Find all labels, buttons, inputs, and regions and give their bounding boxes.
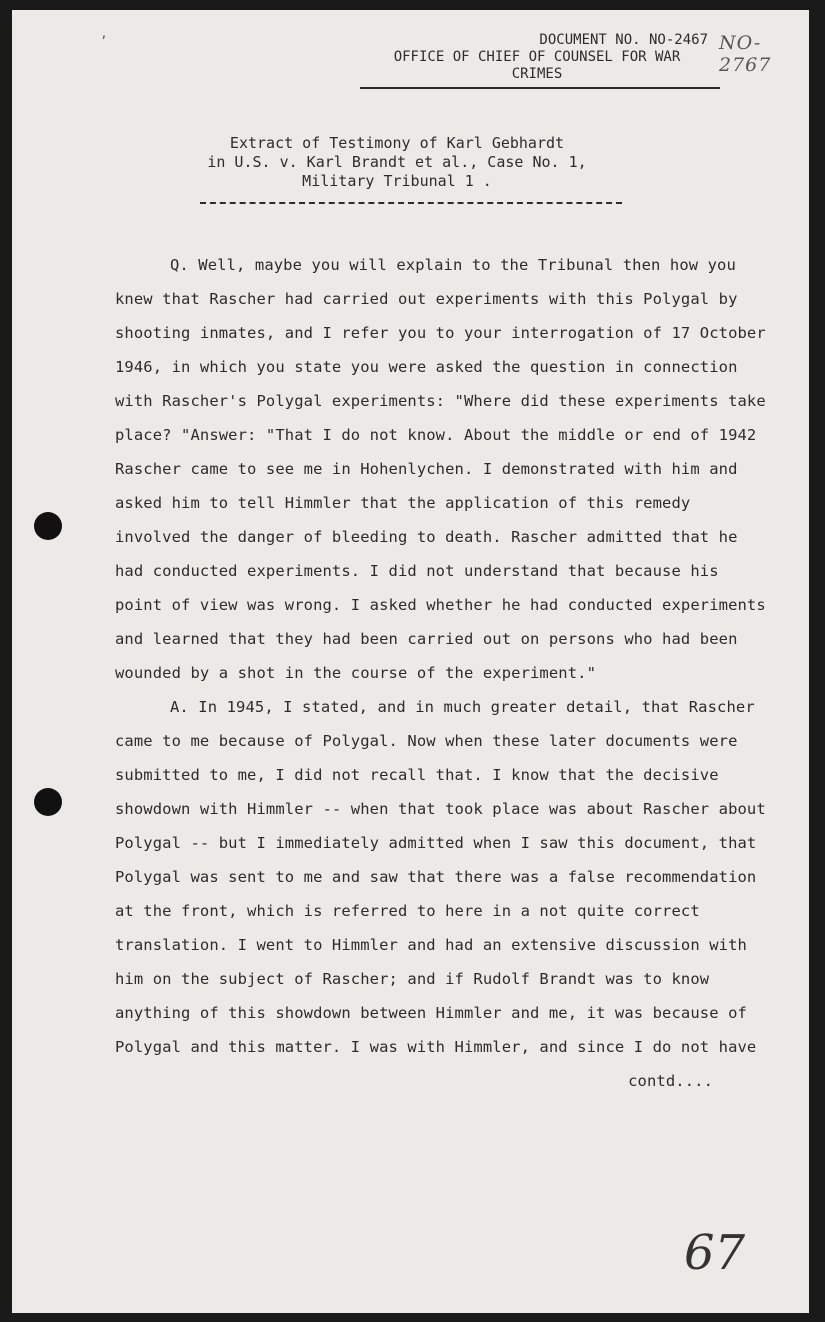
testimony-body [115, 248, 775, 1098]
document-header [362, 32, 712, 83]
handwritten-document-number: NO-2767 [719, 32, 772, 76]
office-line: OFFICE OF CHIEF OF COUNSEL FOR WAR [393, 49, 681, 65]
document-title [172, 134, 622, 191]
title-divider [200, 202, 622, 204]
header-underline [360, 87, 720, 89]
question-paragraph: Q. Well, maybe you will explain to the Tribunal then how you knew that Rascher had carried out experiments with this Polygal by shooting inmates, and I refer you to your interrogation of 17 October 1946, in which you state you were asked the question in connection with Rascher's Polygal experiments: "Where did these experiments take place? "Answer: "That I do not know. About the middle or end of 1942 Rascher came to see me in Hohenlychen. I demonstrated with him and asked him to tell Himmler that the application of this remedy involved the danger of bleeding to death. Rascher admitted that he had conducted experiments. I did not understand that because his point of view was wrong. I asked whether he had conducted experiments and learned that they had been carried out on persons who had been wounded by a shot in the course of the experiment." [115, 256, 766, 682]
margin-mark: ’ [100, 34, 108, 48]
answer-paragraph: A. In 1945, I stated, and in much greater detail, that Rascher came to me because of Polygal. Now when these later documents were submitted to me, I did not recall that. I know that the decisive showdown with Himmler -- when that took place was about Rascher about Polygal -- but I immediately admitted when I saw this document, that Polygal was sent to me and saw that there was a false recommendation at the front, which is referred to here in a not quite correct translation. I went to Himmler and had an extensive discussion with him on the subject of Rascher; and if Rudolf Brandt was to know anything of this showdown between Himmler and me, it was because of Polygal and this matter. I was with Himmler, and since I do not have [115, 698, 766, 1056]
document-page [12, 10, 809, 1313]
title-line-3: Military Tribunal 1 . [302, 172, 492, 190]
document-number: DOCUMENT NO. NO-2467 [539, 32, 708, 48]
punch-hole-top [34, 512, 62, 540]
continued-marker: contd.... [628, 1072, 713, 1090]
title-line-2: in U.S. v. Karl Brandt et al., Case No. 1, [207, 153, 587, 171]
title-line-1: Extract of Testimony of Karl Gebhardt [229, 134, 565, 152]
page-number: 67 [684, 1225, 746, 1281]
office-line-2: CRIMES [511, 66, 563, 82]
punch-hole-bottom [34, 788, 62, 816]
